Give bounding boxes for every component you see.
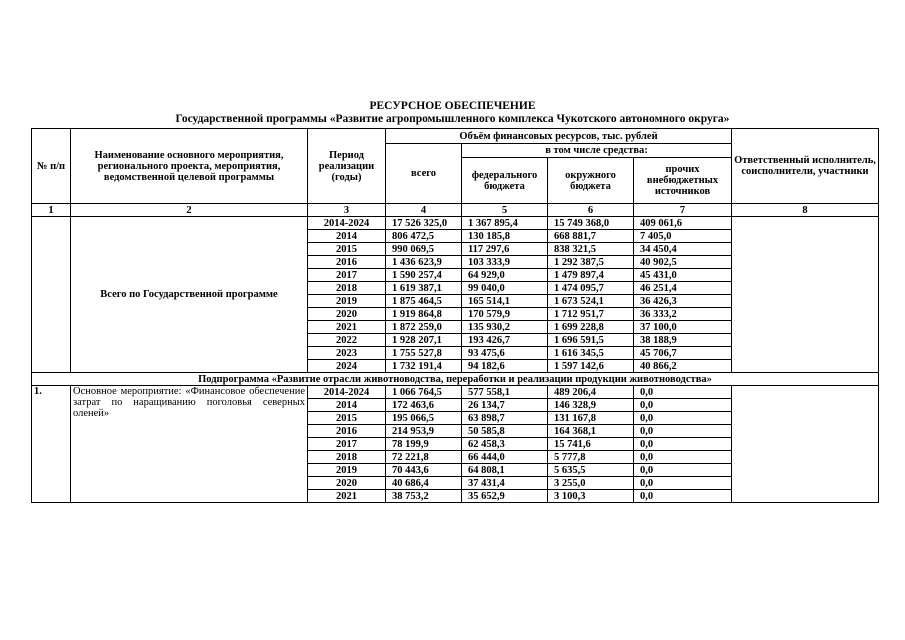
column-number: 7 (634, 204, 732, 217)
federal-cell: 165 514,1 (462, 295, 548, 308)
period-cell: 2014-2024 (308, 386, 386, 399)
subprogram-row (32, 373, 879, 386)
period-cell: 2021 (308, 321, 386, 334)
column-numbers-row (32, 204, 879, 217)
period-cell: 2020 (308, 308, 386, 321)
header-name: Наименование основного мероприятия, регионального проекта, мероприятия, ведомственной целевой программы (71, 129, 308, 204)
federal-cell: 117 297,6 (462, 243, 548, 256)
header-responsible: Ответственный исполнитель, соисполнители, участники (732, 129, 879, 204)
period-cell: 2019 (308, 295, 386, 308)
other-cell: 0,0 (634, 451, 732, 464)
district-cell: 489 206,4 (548, 386, 634, 399)
period-cell: 2021 (308, 490, 386, 503)
header-period: Период реализации (годы) (308, 129, 386, 204)
other-cell: 46 251,4 (634, 282, 732, 295)
other-cell: 40 902,5 (634, 256, 732, 269)
other-cell: 0,0 (634, 464, 732, 477)
total-cell: 172 463,6 (386, 399, 462, 412)
district-cell: 5 635,5 (548, 464, 634, 477)
other-cell: 0,0 (634, 412, 732, 425)
total-cell: 38 753,2 (386, 490, 462, 503)
federal-cell: 1 367 895,4 (462, 217, 548, 230)
period-cell: 2019 (308, 464, 386, 477)
other-cell: 34 450,4 (634, 243, 732, 256)
column-number: 1 (32, 204, 71, 217)
total-cell: 1 872 259,0 (386, 321, 462, 334)
district-cell: 1 696 591,5 (548, 334, 634, 347)
federal-cell: 37 431,4 (462, 477, 548, 490)
total-cell: 78 199,9 (386, 438, 462, 451)
period-cell: 2017 (308, 269, 386, 282)
district-cell: 15 741,6 (548, 438, 634, 451)
federal-cell: 35 652,9 (462, 490, 548, 503)
district-cell: 1 292 387,5 (548, 256, 634, 269)
table-row (32, 386, 879, 399)
federal-cell: 93 475,6 (462, 347, 548, 360)
total-cell: 990 069,5 (386, 243, 462, 256)
federal-cell: 103 333,9 (462, 256, 548, 269)
federal-cell: 130 185,8 (462, 230, 548, 243)
row-label: Всего по Государственной программе (71, 217, 308, 373)
district-cell: 1 616 345,5 (548, 347, 634, 360)
period-cell: 2015 (308, 243, 386, 256)
period-cell: 2016 (308, 425, 386, 438)
total-cell: 40 686,4 (386, 477, 462, 490)
total-cell: 1 590 257,4 (386, 269, 462, 282)
table-row (32, 217, 879, 230)
header-federal: федерального бюджета (462, 158, 548, 204)
total-cell: 214 953,9 (386, 425, 462, 438)
other-cell: 7 405,0 (634, 230, 732, 243)
responsible-cell (732, 386, 879, 503)
period-cell: 2014 (308, 230, 386, 243)
district-cell: 1 474 095,7 (548, 282, 634, 295)
period-cell: 2018 (308, 451, 386, 464)
federal-cell: 62 458,3 (462, 438, 548, 451)
total-cell: 1 755 527,8 (386, 347, 462, 360)
header-district: окружного бюджета (548, 158, 634, 204)
federal-cell: 26 134,7 (462, 399, 548, 412)
other-cell: 0,0 (634, 490, 732, 503)
resource-table (31, 128, 879, 503)
doc-subtitle: Государственной программы «Развитие агропромышленного комплекса Чукотского автономного округа» (175, 113, 730, 125)
total-cell: 1 436 623,9 (386, 256, 462, 269)
period-cell: 2014-2024 (308, 217, 386, 230)
row-label: Основное мероприятие: «Финансовое обеспечение затрат по наращиванию поголовья северных оленей» (71, 386, 308, 503)
district-cell: 1 699 228,8 (548, 321, 634, 334)
other-cell: 0,0 (634, 386, 732, 399)
period-cell: 2015 (308, 412, 386, 425)
district-cell: 131 167,8 (548, 412, 634, 425)
other-cell: 409 061,6 (634, 217, 732, 230)
responsible-cell (732, 217, 879, 373)
header-other: прочих внебюджетных источников (634, 158, 732, 204)
period-cell: 2020 (308, 477, 386, 490)
period-cell: 2023 (308, 347, 386, 360)
district-cell: 3 255,0 (548, 477, 634, 490)
federal-cell: 64 808,1 (462, 464, 548, 477)
total-cell: 1 066 764,5 (386, 386, 462, 399)
row-number: 1. (32, 386, 71, 503)
period-cell: 2014 (308, 399, 386, 412)
other-cell: 40 866,2 (634, 360, 732, 373)
total-cell: 1 875 464,5 (386, 295, 462, 308)
column-number: 8 (732, 204, 879, 217)
federal-cell: 577 558,1 (462, 386, 548, 399)
total-cell: 195 066,5 (386, 412, 462, 425)
column-number: 6 (548, 204, 634, 217)
district-cell: 1 479 897,4 (548, 269, 634, 282)
period-cell: 2016 (308, 256, 386, 269)
column-number: 3 (308, 204, 386, 217)
total-cell: 70 443,6 (386, 464, 462, 477)
total-cell: 17 526 325,0 (386, 217, 462, 230)
other-cell: 45 431,0 (634, 269, 732, 282)
period-cell: 2022 (308, 334, 386, 347)
other-cell: 0,0 (634, 399, 732, 412)
federal-cell: 94 182,6 (462, 360, 548, 373)
other-cell: 36 426,3 (634, 295, 732, 308)
other-cell: 0,0 (634, 425, 732, 438)
other-cell: 45 706,7 (634, 347, 732, 360)
total-cell: 1 919 864,8 (386, 308, 462, 321)
period-cell: 2018 (308, 282, 386, 295)
other-cell: 0,0 (634, 477, 732, 490)
header-total: всего (386, 144, 462, 204)
federal-cell: 66 444,0 (462, 451, 548, 464)
other-cell: 0,0 (634, 438, 732, 451)
total-cell: 1 619 387,1 (386, 282, 462, 295)
total-cell: 72 221,8 (386, 451, 462, 464)
district-cell: 164 368,1 (548, 425, 634, 438)
header-including: в том числе средства: (462, 144, 732, 158)
district-cell: 668 881,7 (548, 230, 634, 243)
column-number: 2 (71, 204, 308, 217)
header-num: № п/п (32, 129, 71, 204)
federal-cell: 63 898,7 (462, 412, 548, 425)
district-cell: 1 712 951,7 (548, 308, 634, 321)
federal-cell: 64 929,0 (462, 269, 548, 282)
column-number: 4 (386, 204, 462, 217)
period-cell: 2024 (308, 360, 386, 373)
period-cell: 2017 (308, 438, 386, 451)
total-cell: 1 928 207,1 (386, 334, 462, 347)
federal-cell: 99 040,0 (462, 282, 548, 295)
header-volume: Объём финансовых ресурсов, тыс. рублей (386, 129, 732, 144)
total-cell: 1 732 191,4 (386, 360, 462, 373)
other-cell: 38 188,9 (634, 334, 732, 347)
district-cell: 838 321,5 (548, 243, 634, 256)
district-cell: 1 673 524,1 (548, 295, 634, 308)
district-cell: 3 100,3 (548, 490, 634, 503)
subprogram-title: Подпрограмма «Развитие отрасли животноводства, переработки и реализации продукции животноводства» (32, 373, 879, 386)
federal-cell: 135 930,2 (462, 321, 548, 334)
total-cell: 806 472,5 (386, 230, 462, 243)
row-number (32, 217, 71, 373)
doc-title: РЕСУРСНОЕ ОБЕСПЕЧЕНИЕ (369, 100, 536, 112)
district-cell: 5 777,8 (548, 451, 634, 464)
other-cell: 36 333,2 (634, 308, 732, 321)
district-cell: 15 749 368,0 (548, 217, 634, 230)
federal-cell: 193 426,7 (462, 334, 548, 347)
federal-cell: 170 579,9 (462, 308, 548, 321)
other-cell: 37 100,0 (634, 321, 732, 334)
district-cell: 1 597 142,6 (548, 360, 634, 373)
district-cell: 146 328,9 (548, 399, 634, 412)
federal-cell: 50 585,8 (462, 425, 548, 438)
column-number: 5 (462, 204, 548, 217)
